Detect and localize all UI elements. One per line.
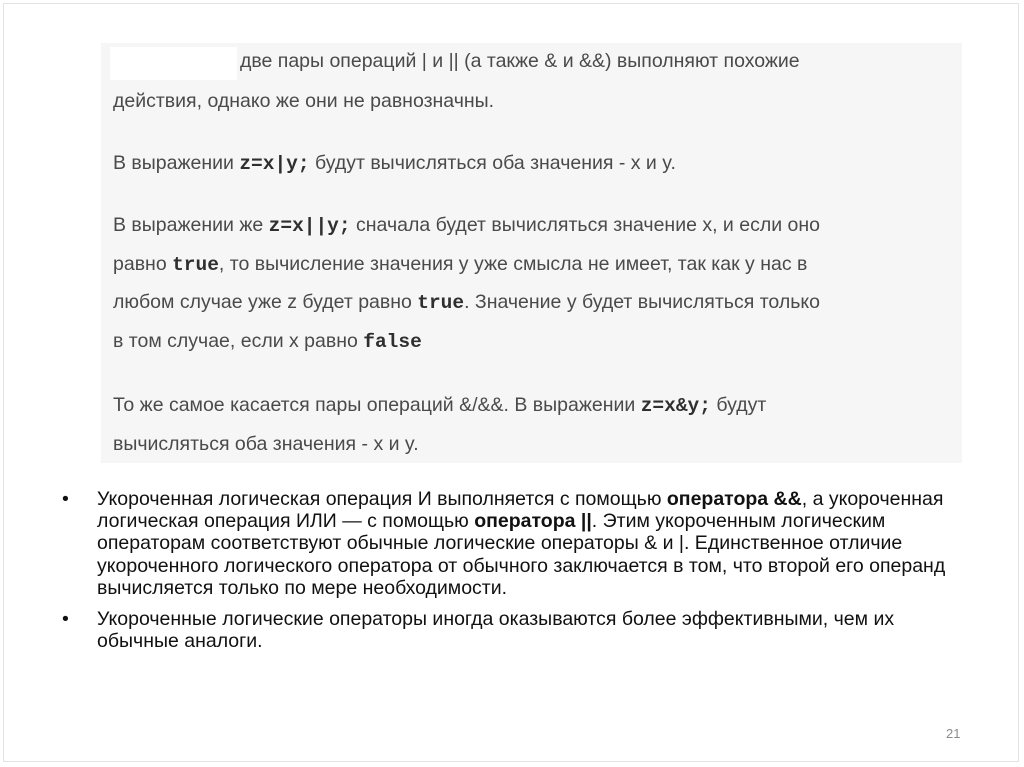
panel-text: В выражении же xyxy=(113,214,269,236)
panel-text: В выражении xyxy=(113,152,240,174)
panel-text: равно xyxy=(113,253,173,275)
panel-text: То же самое касается пары операций &/&&. В выражении xyxy=(113,394,641,416)
panel-text: будут вычисляться оба значения - x и y. xyxy=(309,152,676,174)
bullet-item-1 xyxy=(62,488,972,599)
panel-text: , то вычисление значения y уже смысла не имеет, так как у нас в xyxy=(218,253,808,275)
panel-line-7 xyxy=(113,329,422,354)
inline-code: z=x|y; xyxy=(239,153,310,175)
inline-code: true xyxy=(172,254,219,276)
bullet-list xyxy=(62,488,972,661)
panel-text: сначала будет вычисляться значение x, и если оно xyxy=(350,214,820,236)
page-number: 21 xyxy=(946,726,961,741)
panel-line-3 xyxy=(113,151,676,176)
panel-text: будут xyxy=(710,394,767,416)
panel-line-8 xyxy=(113,393,766,418)
bullet-marker: • xyxy=(62,488,69,510)
panel-line-6 xyxy=(113,290,820,315)
panel-line-5 xyxy=(113,252,807,277)
bullet-text: Укороченная логическая операция И выполняется с помощью xyxy=(97,488,667,510)
bullet-strong: оператора || xyxy=(474,510,592,533)
panel-text: в том случае, если x равно xyxy=(113,330,364,352)
inline-code: false xyxy=(363,331,422,353)
inline-code: z=x&y; xyxy=(640,395,711,417)
bullet-text: Укороченные логические операторы иногда оказываются более эффективными, чем их обычные аналоги. xyxy=(97,608,895,653)
panel-text: . Значение y будет вычисляться только xyxy=(464,291,820,313)
panel-line-2: действия, однако же они не равнозначны. xyxy=(113,90,495,112)
panel-line-1: две пары операций | и || (а также & и &&) выполняют похожие xyxy=(240,50,800,72)
inline-code: z=x||y; xyxy=(268,215,351,237)
panel-mask xyxy=(110,47,237,80)
bullet-text: . Этим укороченным логическим операторам соответствуют обычные логические операторы & и |. Единственное отличие укороченного логического оператора от обычного заключается в том, что второй его операнд вычисляется только по мере необходимости. xyxy=(97,510,946,599)
bullet-strong: оператора && xyxy=(666,488,802,510)
bullet-item-2 xyxy=(62,608,972,652)
panel-line-4 xyxy=(113,213,820,238)
bullet-marker: • xyxy=(62,608,69,631)
inline-code: true xyxy=(417,292,465,314)
bullet-text: , а укороченная логическая операция ИЛИ — с помощью xyxy=(97,488,944,533)
panel-text: любом случае уже z будет равно xyxy=(113,291,418,313)
panel-line-9: вычисляться оба значения - x и y. xyxy=(113,433,419,455)
